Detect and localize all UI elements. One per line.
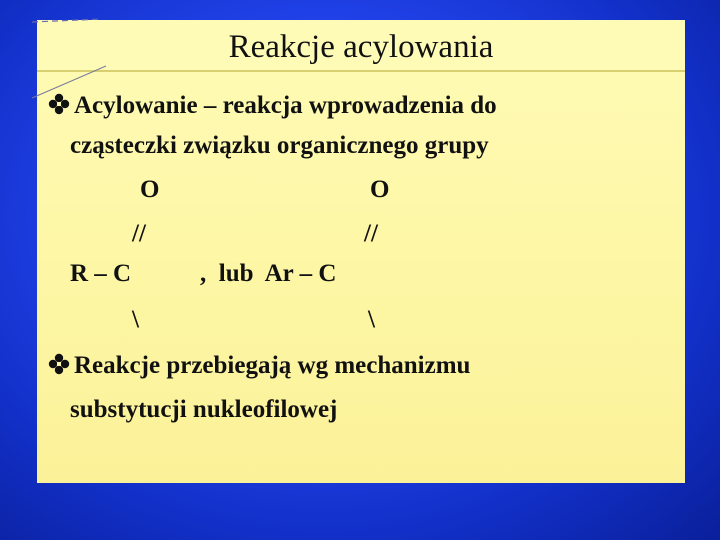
formula-lub-arc: , lub Ar – C [200,260,337,287]
formula-bond-left: // [132,220,146,247]
formula-bond-right: // [364,220,378,247]
formula-tail-left: \ [132,306,139,333]
bullet-2-line-2: substytucji nukleofilowej [70,396,338,423]
formula-rc: R – C [70,260,132,287]
bullet-2 [48,352,470,380]
formula-o-left: O [140,176,160,203]
slide-title: Reakcje acylowania [228,29,494,65]
bullet-1 [48,92,497,120]
bullet-2-line-1: Reakcje przebiegają wg mechanizmu [74,352,471,379]
formula-o-right: O [370,176,390,203]
diamond-bullet-icon [48,353,70,375]
bullet-1-line-2: cząsteczki związku organicznego grupy [70,132,489,159]
diamond-bullet-icon [48,93,70,115]
formula-tail-right: \ [368,306,375,333]
bullet-1-line-1: Acylowanie – reakcja wprowadzenia do [74,92,497,119]
